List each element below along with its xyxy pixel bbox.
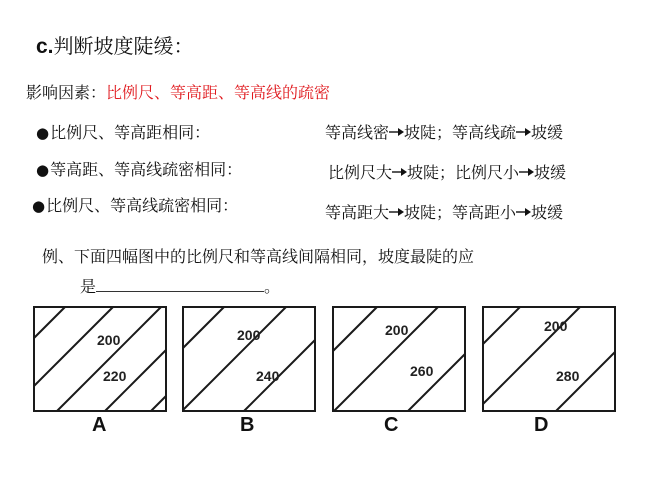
question-prefix: 是 bbox=[80, 277, 97, 296]
rule-condition-text: 比例尺、等高线疏密相同： bbox=[46, 196, 239, 215]
contour-label-lower: 220 bbox=[103, 368, 127, 384]
question-text: 例、下面四幅图中的比例尺和等高线间隔相同，坡度最陡的应 bbox=[42, 247, 475, 266]
rule-result-b-trend: 坡缓 bbox=[534, 163, 567, 182]
arrow-right-icon bbox=[389, 127, 404, 137]
contour-label-lower: 260 bbox=[410, 363, 434, 379]
rule-result-b-trend: 坡缓 bbox=[531, 123, 564, 142]
arrow-right-icon bbox=[389, 207, 404, 217]
title-text: 判断坡度陡缓： bbox=[53, 34, 194, 58]
map-letter: B bbox=[240, 414, 255, 436]
map-letter: A bbox=[92, 414, 107, 436]
contour-map-d bbox=[482, 306, 616, 412]
bullet-icon: ● bbox=[32, 197, 46, 215]
rule-result bbox=[325, 120, 563, 143]
rule-result-b-trend: 坡缓 bbox=[531, 203, 564, 222]
contour-label-upper: 200 bbox=[237, 327, 261, 343]
rule-result-b: 等高距小 bbox=[452, 203, 517, 222]
rule-condition-text: 比例尺、等高距相同： bbox=[50, 123, 211, 142]
arrow-right-icon bbox=[516, 127, 531, 137]
rule-condition-text: 等高距、等高线疏密相同： bbox=[50, 160, 243, 179]
title-prefix: c. bbox=[36, 35, 54, 58]
contour-lines bbox=[33, 306, 167, 412]
bullet-icon: ● bbox=[36, 124, 50, 142]
rule-result-a: 比例尺大 bbox=[328, 163, 393, 182]
map-letter: C bbox=[384, 414, 399, 436]
rule-result-a-trend: 坡陡； bbox=[404, 123, 453, 142]
contour-map-b bbox=[182, 306, 316, 412]
rule-result-a: 等高线密 bbox=[325, 123, 390, 142]
rule-condition bbox=[32, 193, 238, 216]
contour-lines bbox=[182, 306, 316, 412]
factors-label: 影响因素： bbox=[26, 83, 107, 102]
rule-result-a-trend: 坡陡； bbox=[407, 163, 456, 182]
rule-condition bbox=[36, 120, 210, 143]
rule-condition bbox=[36, 157, 242, 180]
rule-result-a: 等高距大 bbox=[325, 203, 390, 222]
question-suffix: 。 bbox=[264, 277, 281, 296]
page-title bbox=[36, 30, 194, 59]
map-letter: D bbox=[534, 414, 549, 436]
bullet-icon: ● bbox=[36, 161, 50, 179]
rule-result bbox=[328, 160, 566, 183]
factors-line bbox=[26, 80, 330, 103]
contour-label-upper: 200 bbox=[97, 332, 121, 348]
contour-label-upper: 200 bbox=[385, 322, 409, 338]
contour-map-a bbox=[33, 306, 167, 412]
rule-result-b: 等高线疏 bbox=[452, 123, 517, 142]
contour-label-lower: 240 bbox=[256, 368, 280, 384]
arrow-right-icon bbox=[519, 167, 534, 177]
rule-result-b: 比例尺小 bbox=[455, 163, 520, 182]
arrow-right-icon bbox=[392, 167, 407, 177]
rule-result bbox=[325, 200, 563, 223]
factors-value: 比例尺、等高距、等高线的疏密 bbox=[106, 83, 331, 102]
contour-label-lower: 280 bbox=[556, 368, 580, 384]
rule-result-a-trend: 坡陡； bbox=[404, 203, 453, 222]
contour-map-c bbox=[332, 306, 466, 412]
question-answer-line bbox=[80, 274, 280, 297]
contour-label-upper: 200 bbox=[544, 318, 568, 334]
arrow-right-icon bbox=[516, 207, 531, 217]
answer-blank[interactable] bbox=[96, 276, 264, 292]
